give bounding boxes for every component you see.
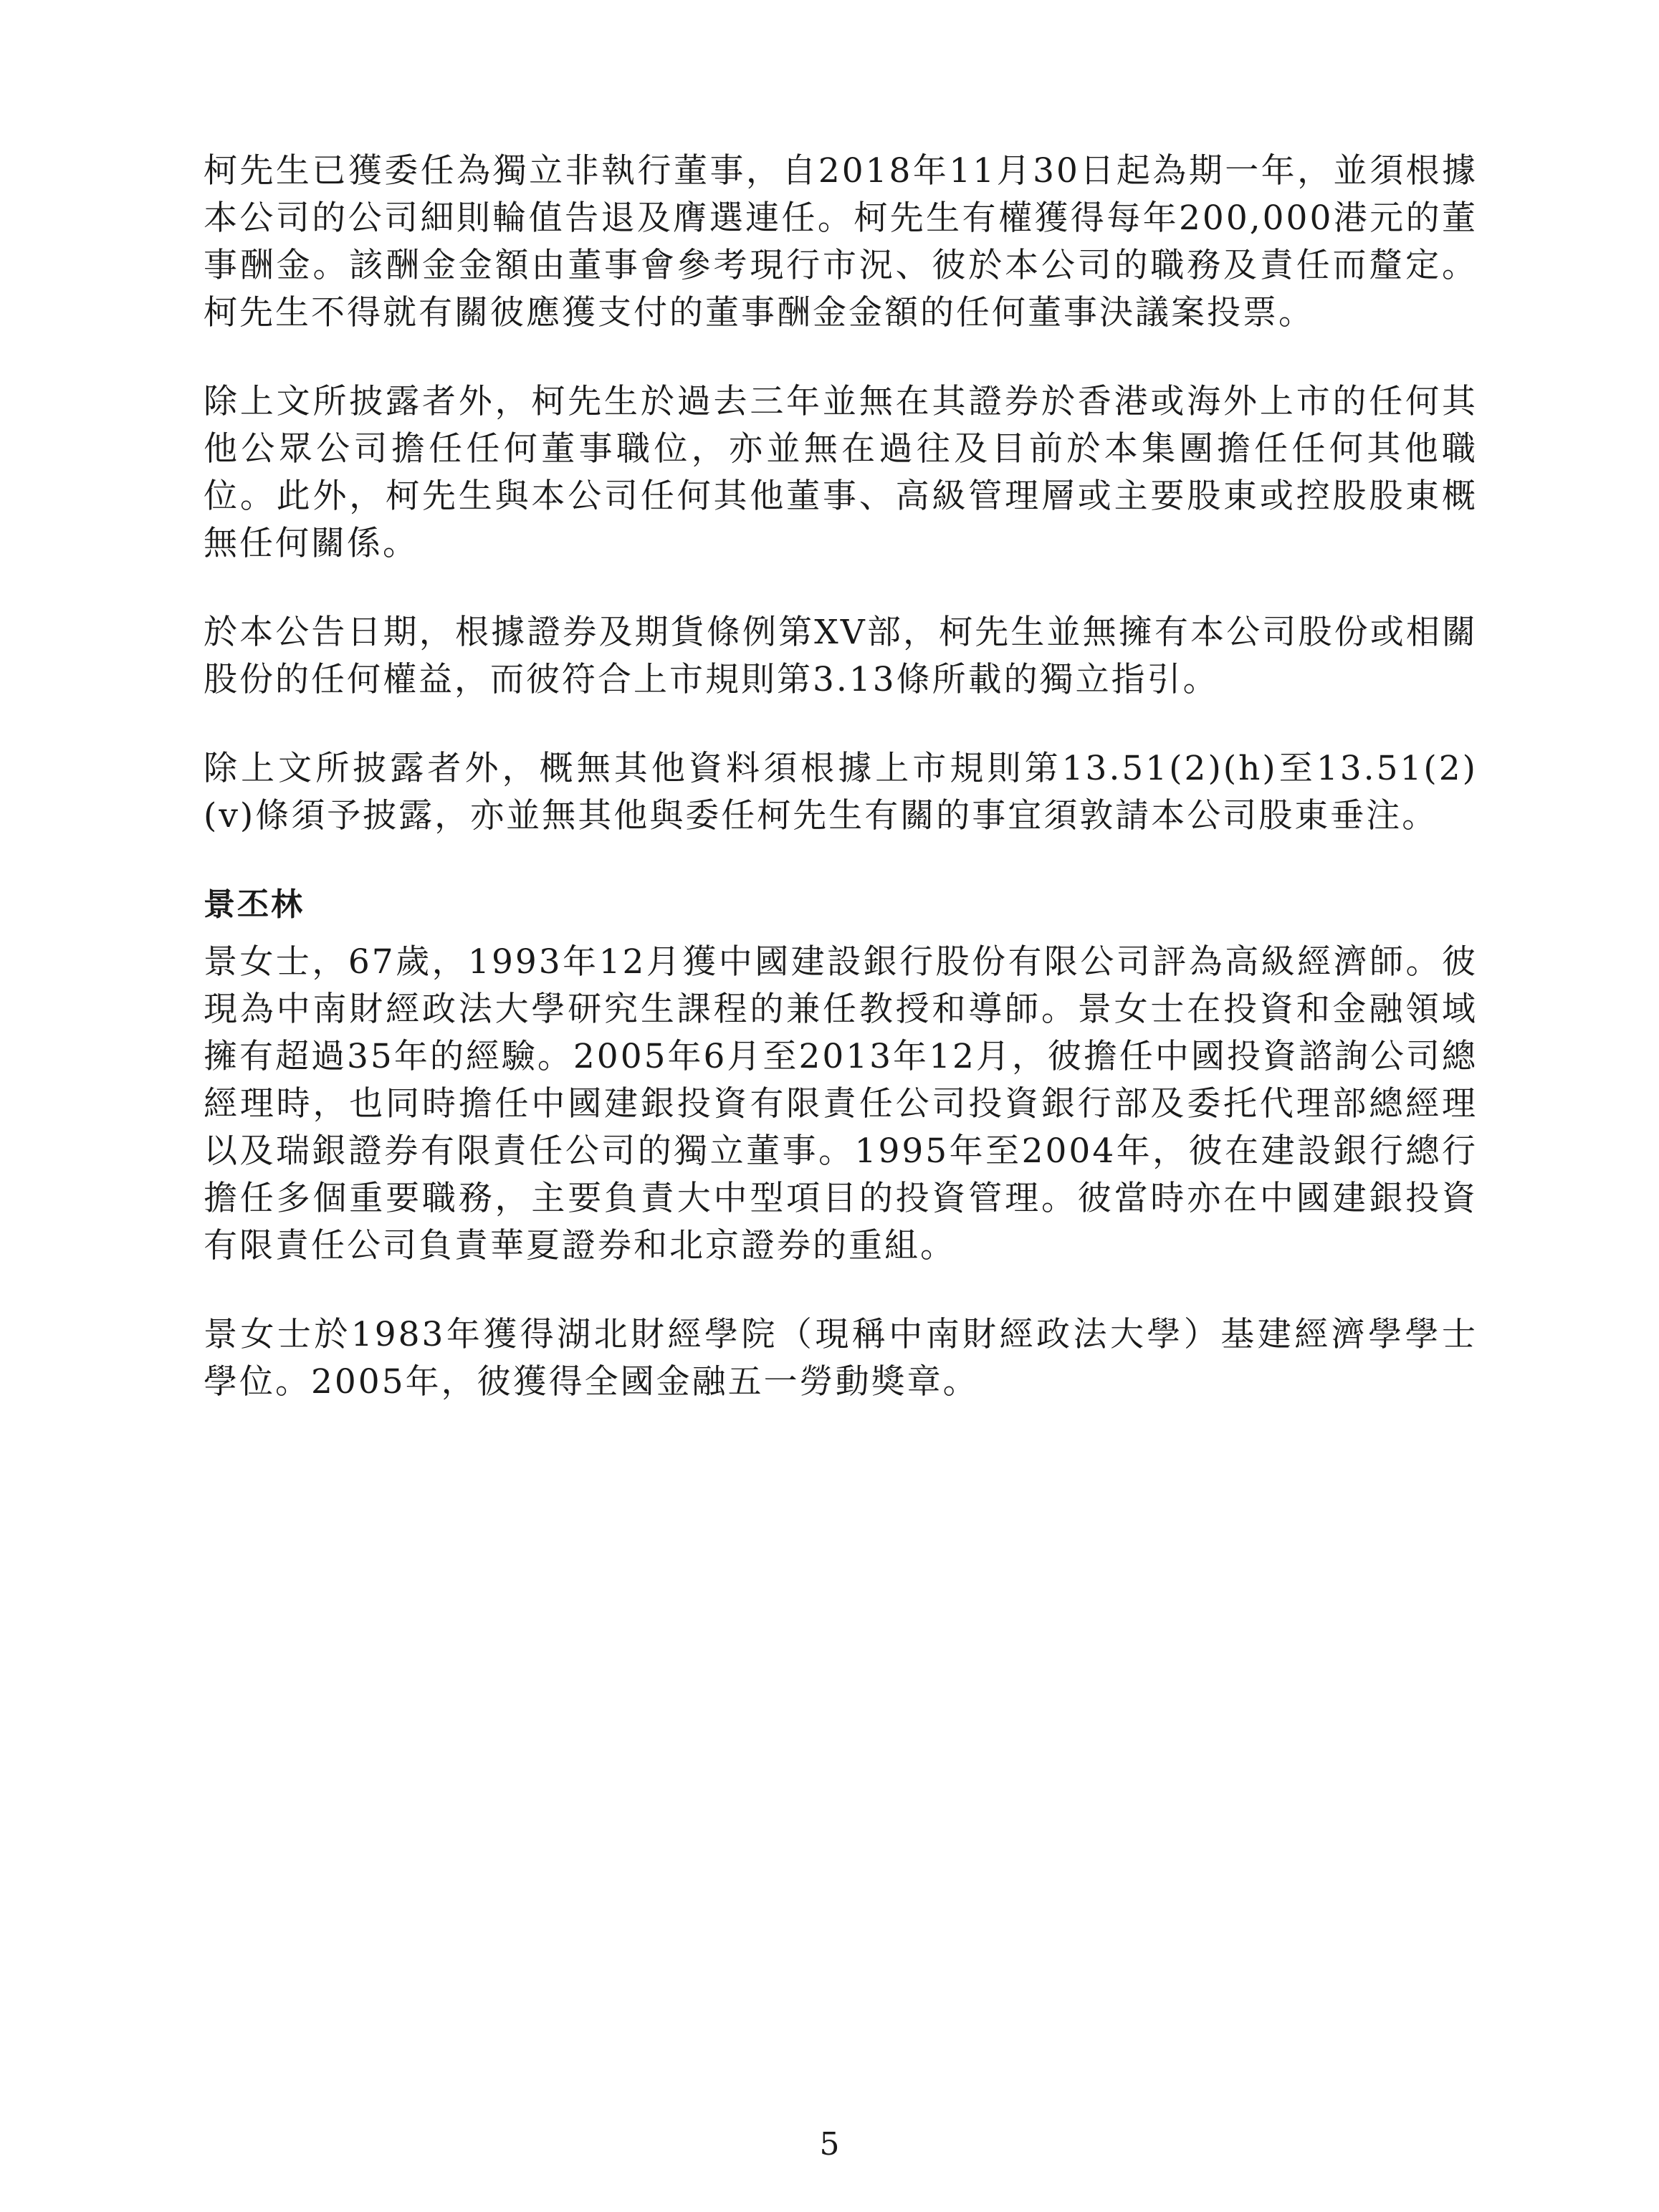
section-heading: 景丕林: [204, 886, 305, 923]
paragraph-interests-disclosure: 於本公告日期，根據證券及期貨條例第XV部，柯先生並無擁有本公司股份或相關股份的任何權益，而彼符合上市規則第3.13條所載的獨立指引。: [204, 613, 1478, 699]
paragraph-appointment-term: 柯先生已獲委任為獨立非執行董事，自2018年11月30日起為期一年，並須根據本公司的公司細則輪值告退及膺選連任。柯先生有權獲得每年200,000港元的董事酬金。該酬金金額由董事會參考現行市況、彼於本公司的職務及責任而釐定。柯先生不得就有關彼應獲支付的董事酬金金額的任何董事決議案投票。: [204, 151, 1478, 332]
paragraph-other-matters: 除上文所披露者外，概無其他資料須根據上市規則第13.51(2)(h)至13.51(2)(v)條須予披露，亦並無其他與委任柯先生有關的事宜須敦請本公司股東垂注。: [204, 749, 1478, 836]
document-body: [204, 148, 1478, 1447]
paragraph-directorships-disclosure: 除上文所披露者外，柯先生於過去三年並無在其證券於香港或海外上市的任何其他公眾公司擔任任何董事職位，亦並無在過往及目前於本集團擔任任何其他職位。此外，柯先生與本公司任何其他董事、高級管理層或主要股東或控股股東概無任何關係。: [204, 382, 1478, 563]
page-number: 5: [819, 2126, 840, 2163]
paragraph-biography: 景女士，67歲，1993年12月獲中國建設銀行股份有限公司評為高級經濟師。彼現為中南財經政法大學研究生課程的兼任教授和導師。景女士在投資和金融領域擁有超過35年的經驗。2005年6月至2013年12月，彼擔任中國投資諮詢公司總經理時，也同時擔任中國建銀投資有限責任公司投資銀行部及委托代理部總經理以及瑞銀證券有限責任公司的獨立董事。1995年至2004年，彼在建設銀行總行擔任多個重要職務，主要負責大中型項目的投資管理。彼當時亦在中國建銀投資有限責任公司負責華夏證券和北京證券的重組。: [204, 942, 1478, 1265]
paragraph-education: 景女士於1983年獲得湖北財經學院（現稱中南財經政法大學）基建經濟學學士學位。2005年，彼獲得全國金融五一勞動獎章。: [204, 1315, 1478, 1402]
